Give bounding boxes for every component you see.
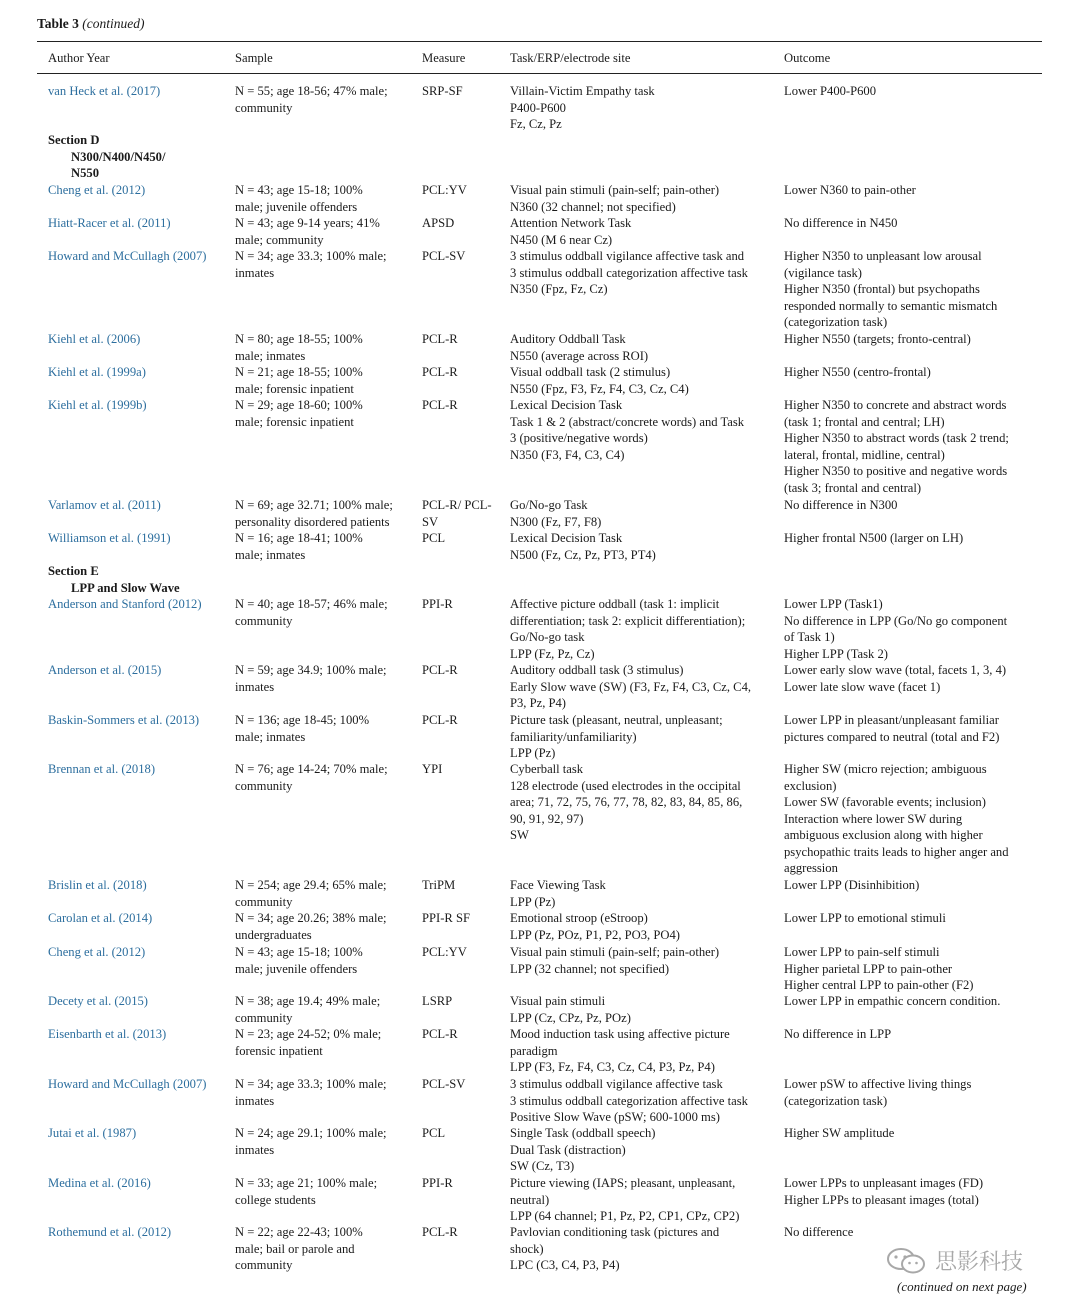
task-cell: Go/No-go Task [510, 498, 588, 512]
sample-cell: male; inmates [235, 547, 306, 562]
author-link[interactable]: Anderson and Stanford (2012) [48, 597, 202, 611]
task-cell: Auditory oddball task (3 stimulus) [510, 663, 684, 677]
outcome-cell: Higher LPPs to pleasant images (total) [784, 1192, 979, 1207]
outcome-cell: Higher N350 to positive and negative words [784, 464, 1008, 478]
measure-cell: PCL-R [422, 1027, 458, 1041]
sample-cell: N = 254; age 29.4; 65% male; [235, 878, 387, 892]
task-cell: N550 (average across ROI) [510, 348, 649, 363]
sample-cell: N = 16; age 18-41; 100% [235, 531, 363, 545]
header-outcome: Outcome [784, 51, 831, 65]
section-heading: N300/N400/N450/ [71, 149, 166, 164]
watermark [885, 1245, 1023, 1276]
outcome-cell: Lower LPP to pain-self stimuli [784, 945, 940, 959]
outcome-cell: Lower P400-P600 [784, 84, 876, 98]
sample-cell: college students [235, 1192, 316, 1207]
task-cell: Visual pain stimuli (pain-self; pain-other) [510, 183, 720, 197]
task-cell: Lexical Decision Task [510, 531, 623, 545]
task-cell: LPP (Pz) [510, 894, 556, 909]
task-cell: Mood induction task using affective picture [510, 1027, 730, 1041]
sample-cell: male; forensic inpatient [235, 414, 354, 429]
sample-cell: N = 22; age 22-43; 100% [235, 1225, 363, 1239]
task-cell: Emotional stroop (eStroop) [510, 911, 648, 925]
task-cell: 3 (positive/negative words) [510, 431, 648, 445]
sample-cell: male; juvenile offenders [235, 199, 358, 214]
outcome-cell: ambiguous exclusion along with higher [784, 828, 983, 842]
measure-cell: PCL-R [422, 663, 458, 677]
author-link[interactable]: Rothemund et al. (2012) [48, 1225, 172, 1239]
task-cell: Auditory Oddball Task [510, 332, 626, 346]
table-top-rule [37, 41, 1042, 42]
header-author: Author Year [48, 51, 110, 65]
task-cell: Pavlovian conditioning task (pictures and [510, 1225, 720, 1239]
outcome-cell: No difference [784, 1225, 854, 1239]
task-cell: paradigm [510, 1043, 558, 1058]
task-cell: shock) [510, 1241, 544, 1256]
outcome-cell: Lower SW (favorable events; inclusion) [784, 795, 986, 809]
sample-cell: community [235, 1010, 293, 1025]
author-link[interactable]: van Heck et al. (2017) [48, 84, 161, 98]
sample-cell: N = 80; age 18-55; 100% [235, 332, 363, 346]
task-cell: Visual oddball task (2 stimulus) [510, 365, 671, 379]
task-cell: Positive Slow Wave (pSW; 600-1000 ms) [510, 1110, 720, 1124]
sample-cell: N = 24; age 29.1; 100% male; [235, 1126, 387, 1140]
task-cell: Early Slow wave (SW) (F3, Fz, F4, C3, Cz, C4, [510, 679, 752, 694]
outcome-cell: Lower late slow wave (facet 1) [784, 679, 941, 694]
task-cell: 3 stimulus oddball vigilance affective task [510, 1077, 723, 1091]
outcome-cell: (vigilance task) [784, 265, 862, 280]
sample-cell: community [235, 613, 293, 628]
author-link[interactable]: Decety et al. (2015) [48, 994, 149, 1008]
measure-cell: PCL-R [422, 332, 458, 346]
task-cell: 128 electrode (used electrodes in the occipital [510, 778, 741, 793]
task-cell: LPP (F3, Fz, F4, C3, Cz, C4, P3, Pz, P4) [510, 1060, 715, 1074]
outcome-cell: Higher N550 (targets; fronto-central) [784, 332, 971, 346]
task-cell: SW (Cz, T3) [510, 1159, 575, 1173]
author-link[interactable]: Cheng et al. (2012) [48, 183, 146, 197]
sample-cell: N = 55; age 18-56; 47% male; [235, 84, 388, 98]
author-link[interactable]: Williamson et al. (1991) [48, 531, 171, 545]
task-cell: N350 (Fpz, Fz, Cz) [510, 282, 608, 296]
sample-cell: undergraduates [235, 927, 312, 942]
sample-cell: N = 43; age 15-18; 100% [235, 945, 363, 959]
sample-cell: N = 21; age 18-55; 100% [235, 365, 363, 379]
task-cell: Picture viewing (IAPS; pleasant, unpleasant, [510, 1176, 736, 1190]
author-link[interactable]: Brislin et al. (2018) [48, 878, 147, 892]
task-cell: Attention Network Task [510, 216, 632, 230]
sample-cell: inmates [235, 679, 275, 694]
outcome-cell: aggression [784, 861, 838, 875]
task-cell: 3 stimulus oddball vigilance affective task and [510, 249, 745, 263]
sample-cell: male; bail or parole and [235, 1241, 355, 1256]
outcome-cell: Lower LPP to emotional stimuli [784, 911, 946, 925]
sample-cell: community [235, 894, 293, 909]
measure-cell: PPI-R SF [422, 911, 470, 925]
measure-cell: PCL-R [422, 1225, 458, 1239]
task-cell: differentiation; task 2: explicit differentiation); [510, 613, 746, 628]
task-cell: Fz, Cz, Pz [510, 117, 562, 131]
task-cell: N450 (M 6 near Cz) [510, 232, 613, 247]
task-cell: 3 stimulus oddball categorization affective task [510, 1093, 748, 1108]
task-cell: Dual Task (distraction) [510, 1142, 626, 1157]
sample-cell: male; inmates [235, 348, 306, 363]
author-link[interactable]: Varlamov et al. (2011) [48, 498, 161, 512]
sample-cell: N = 33; age 21; 100% male; [235, 1176, 378, 1190]
outcome-cell: No difference in LPP (Go/No go component [784, 613, 1008, 628]
header-sample: Sample [235, 51, 273, 65]
watermark-text: 思影科技 [935, 1250, 1024, 1275]
outcome-cell: Higher N350 (frontal) but psychopaths [784, 282, 980, 296]
sample-cell: N = 34; age 33.3; 100% male; [235, 1077, 387, 1091]
author-link[interactable]: Hiatt-Racer et al. (2011) [48, 216, 171, 230]
sample-cell: male; community [235, 232, 324, 247]
outcome-cell: Higher SW amplitude [784, 1126, 895, 1140]
task-cell: N300 (Fz, F7, F8) [510, 514, 602, 529]
outcome-cell: of Task 1) [784, 630, 835, 644]
measure-cell: PPI-R [422, 1176, 453, 1190]
sample-cell: N = 29; age 18-60; 100% [235, 398, 363, 412]
task-cell: LPP (Cz, CPz, Pz, POz) [510, 1010, 631, 1025]
task-cell: P400-P600 [510, 100, 566, 115]
task-cell: LPP (64 channel; P1, Pz, P2, CP1, CPz, CP2) [510, 1209, 740, 1223]
measure-cell: PCL-R [422, 713, 458, 727]
outcome-cell: Higher LPP (Task 2) [784, 646, 888, 661]
header-task: Task/ERP/electrode site [510, 51, 631, 65]
sample-cell: N = 43; age 9-14 years; 41% [235, 216, 380, 230]
outcome-cell: Lower N360 to pain-other [784, 183, 916, 197]
task-cell: N350 (F3, F4, C3, C4) [510, 447, 625, 462]
outcome-cell: (categorization task) [784, 1093, 888, 1108]
outcome-cell: Lower LPP in pleasant/unpleasant familiar [784, 713, 999, 727]
measure-cell: APSD [422, 216, 455, 230]
author-link[interactable]: Kiehl et al. (1999a) [48, 365, 146, 379]
outcome-cell: Higher N350 to abstract words (task 2 trend; [784, 431, 1009, 445]
task-cell: Face Viewing Task [510, 878, 606, 892]
author-link[interactable]: Jutai et al. (1987) [48, 1126, 137, 1140]
task-cell: N550 (Fpz, F3, Fz, F4, C3, Cz, C4) [510, 381, 689, 396]
sample-cell: N = 38; age 19.4; 49% male; [235, 994, 381, 1008]
author-link[interactable]: Kiehl et al. (2006) [48, 332, 141, 346]
outcome-cell: Higher N350 to concrete and abstract words [784, 398, 1007, 412]
task-cell: N360 (32 channel; not specified) [510, 199, 676, 214]
outcome-cell: No difference in LPP [784, 1027, 892, 1041]
table-continued-note: (continued) [82, 16, 145, 31]
sample-cell: male; forensic inpatient [235, 381, 354, 396]
sample-cell: personality disordered patients [235, 514, 390, 529]
sample-cell: N = 136; age 18-45; 100% [235, 713, 370, 727]
measure-cell: PCL-R/ PCL- [422, 498, 492, 512]
task-cell: Visual pain stimuli [510, 994, 606, 1008]
task-cell: 90, 91, 92, 97) [510, 811, 584, 826]
measure-cell: SV [422, 514, 439, 529]
author-link[interactable]: Baskin-Sommers et al. (2013) [48, 713, 200, 727]
task-cell: LPP (Fz, Pz, Cz) [510, 646, 595, 661]
measure-cell: SRP-SF [422, 84, 463, 98]
outcome-cell: No difference in N300 [784, 498, 898, 512]
sample-cell: N = 69; age 32.71; 100% male; [235, 498, 393, 512]
task-cell: Single Task (oddball speech) [510, 1126, 656, 1140]
measure-cell: PCL-R [422, 398, 458, 412]
outcome-cell: Higher frontal N500 (larger on LH) [784, 531, 964, 545]
outcome-cell: Lower early slow wave (total, facets 1, 3, 4) [784, 663, 1007, 677]
outcome-cell: exclusion) [784, 778, 837, 793]
outcome-cell: No difference in N450 [784, 216, 898, 230]
sample-cell: N = 34; age 20.26; 38% male; [235, 911, 387, 925]
outcome-cell: psychopathic traits leads to higher anger and [784, 844, 1009, 859]
sample-cell: community [235, 1258, 293, 1272]
task-cell: SW [510, 828, 529, 842]
measure-cell: PCL-R [422, 365, 458, 379]
author-link[interactable]: Howard and McCullagh (2007) [48, 1077, 207, 1091]
measure-cell: PCL-SV [422, 249, 466, 263]
outcome-cell: responded normally to semantic mismatch [784, 298, 998, 313]
task-cell: Visual pain stimuli (pain-self; pain-other) [510, 945, 720, 959]
measure-cell: PPI-R [422, 597, 453, 611]
outcome-cell: Higher N350 to unpleasant low arousal [784, 249, 982, 263]
author-link[interactable]: Howard and McCullagh (2007) [48, 249, 207, 263]
section-heading: Section D [48, 133, 100, 147]
author-link[interactable]: Brennan et al. (2018) [48, 762, 156, 776]
outcome-cell: pictures compared to neutral (total and F2) [784, 729, 1000, 744]
sample-cell: N = 59; age 34.9; 100% male; [235, 663, 387, 677]
sample-cell: N = 76; age 14-24; 70% male; [235, 762, 388, 776]
author-link[interactable]: Anderson et al. (2015) [48, 663, 162, 677]
section-heading: N550 [71, 166, 99, 180]
author-link[interactable]: Kiehl et al. (1999b) [48, 398, 147, 412]
measure-cell: TriPM [422, 878, 456, 892]
task-cell: Task 1 & 2 (abstract/concrete words) and Task [510, 414, 745, 429]
task-cell: Affective picture oddball (task 1: implicit [510, 597, 720, 611]
task-cell: Villain-Victim Empathy task [510, 84, 655, 98]
sample-cell: N = 34; age 33.3; 100% male; [235, 249, 387, 263]
outcome-cell: Higher central LPP to pain-other (F2) [784, 978, 974, 992]
table-header-rule [37, 73, 1042, 74]
outcome-cell: Lower pSW to affective living things [784, 1077, 972, 1091]
outcome-cell: Lower LPP (Task1) [784, 597, 883, 611]
measure-cell: PCL:YV [422, 945, 467, 959]
task-cell: Cyberball task [510, 762, 584, 776]
sample-cell: N = 40; age 18-57; 46% male; [235, 597, 388, 611]
task-cell: LPP (Pz) [510, 746, 556, 760]
measure-cell: LSRP [422, 994, 453, 1008]
author-link[interactable]: Medina et al. (2016) [48, 1176, 151, 1190]
author-link[interactable]: Eisenbarth et al. (2013) [48, 1027, 167, 1041]
task-cell: familiarity/unfamiliarity) [510, 729, 637, 744]
continued-footer: (continued on next page) [897, 1279, 1027, 1294]
outcome-cell: Higher N550 (centro-frontal) [784, 365, 931, 379]
outcome-cell: Higher parietal LPP to pain-other [784, 961, 953, 976]
sample-cell: male; inmates [235, 729, 306, 744]
author-link[interactable]: Carolan et al. (2014) [48, 911, 153, 925]
outcome-cell: Lower LPP (Disinhibition) [784, 878, 920, 892]
wechat-icon [885, 1246, 929, 1276]
task-cell: Go/No-go task [510, 630, 585, 644]
measure-cell: YPI [422, 762, 443, 776]
measure-cell: PCL [422, 1126, 446, 1140]
task-cell: 3 stimulus oddball categorization affective task [510, 265, 748, 280]
table-label: Table 3 [37, 16, 79, 31]
outcome-cell: (categorization task) [784, 315, 888, 329]
sample-cell: inmates [235, 1093, 275, 1108]
header-measure: Measure [422, 51, 466, 65]
task-cell: neutral) [510, 1192, 550, 1207]
task-cell: Picture task (pleasant, neutral, unpleasant; [510, 713, 723, 727]
task-cell: LPP (Pz, POz, P1, P2, PO3, PO4) [510, 927, 680, 942]
task-cell: LPC (C3, C4, P3, P4) [510, 1258, 620, 1272]
sample-cell: N = 23; age 24-52; 0% male; [235, 1027, 382, 1041]
table-caption [37, 16, 145, 32]
task-cell: N500 (Fz, Cz, Pz, PT3, PT4) [510, 547, 656, 562]
outcome-cell: (task 1; frontal and central; LH) [784, 414, 945, 429]
task-cell: P3, Pz, P4) [510, 696, 566, 710]
outcome-cell: Higher SW (micro rejection; ambiguous [784, 762, 987, 776]
outcome-cell: Interaction where lower SW during [784, 811, 963, 826]
section-heading: Section E [48, 564, 99, 578]
sample-cell: inmates [235, 1142, 275, 1157]
outcome-cell: Lower LPPs to unpleasant images (FD) [784, 1176, 984, 1190]
task-cell: Lexical Decision Task [510, 398, 623, 412]
task-cell: area; 71, 72, 75, 76, 77, 78, 82, 83, 84, 85, 86, [510, 795, 743, 809]
sample-cell: community [235, 778, 293, 793]
outcome-cell: lateral, frontal, midline, central) [784, 447, 945, 462]
sample-cell: N = 43; age 15-18; 100% [235, 183, 363, 197]
measure-cell: PCL [422, 531, 446, 545]
sample-cell: inmates [235, 265, 275, 280]
measure-cell: PCL-SV [422, 1077, 466, 1091]
outcome-cell: Lower LPP in empathic concern condition. [784, 994, 1001, 1008]
sample-cell: community [235, 100, 293, 115]
author-link[interactable]: Cheng et al. (2012) [48, 945, 146, 959]
sample-cell: forensic inpatient [235, 1043, 323, 1058]
measure-cell: PCL:YV [422, 183, 467, 197]
sample-cell: male; juvenile offenders [235, 961, 358, 976]
section-heading: LPP and Slow Wave [71, 580, 180, 595]
outcome-cell: (task 3; frontal and central) [784, 480, 922, 495]
task-cell: LPP (32 channel; not specified) [510, 961, 670, 976]
